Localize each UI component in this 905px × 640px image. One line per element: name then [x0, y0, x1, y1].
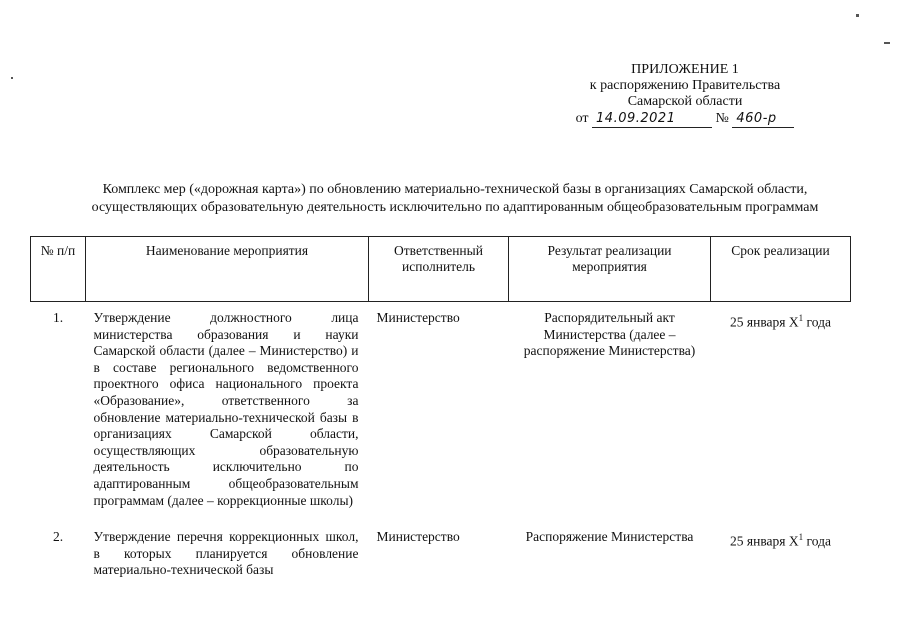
row-executor: Министерство: [376, 529, 460, 544]
deadline-text: 25 января X: [730, 533, 799, 549]
deadline-suffix: года: [803, 314, 831, 330]
row-number: 1.: [52, 310, 64, 325]
scan-speck: [11, 77, 13, 79]
table-header-row: [31, 237, 851, 302]
appendix-line-2: Самарской области: [627, 94, 743, 109]
date-prefix: от: [575, 111, 589, 126]
handwritten-number: 460-р: [732, 111, 794, 128]
appendix-date-line: [520, 111, 850, 128]
scan-speck: [884, 42, 890, 44]
row-name: Утверждение перечня коррекционных школ, в которых планируется обновление материально-технической базы: [93, 529, 359, 578]
row-name: Утверждение должностного лица министерства образования и науки Самарской области (далее – Министерство) и в составе регионального ведомственного проектного офиса национального проекта «Образование», ответственного за обновление материально-технической базы в организациях Самарской области, осуществляющих образовательную деятельность исключительно по адаптированным общеобразовательным программам (далее – коррекционные школы): [93, 310, 359, 508]
row-number: 2.: [52, 529, 64, 544]
document-title-line-1: Комплекс мер («дорожная карта») по обновлению материально-технической базы в организациях Самарской области,: [102, 182, 808, 197]
table-row: [31, 525, 851, 579]
appendix-block: [520, 62, 850, 128]
header-result: Результат реализации мероприятия: [509, 237, 711, 302]
document-title-line-2: осуществляющих образовательную деятельность исключительно по адаптированным общеобразовательным программам: [91, 200, 819, 215]
header-number: № п/п: [31, 237, 86, 302]
row-deadline: [711, 525, 851, 579]
measures-table: [30, 236, 851, 579]
deadline-sup: 1: [798, 313, 804, 323]
appendix-line-1: к распоряжению Правительства: [589, 78, 781, 93]
row-result: Распорядительный акт Министерства (далее – распоряжение Министерства): [523, 310, 696, 359]
header-name: Наименование мероприятия: [86, 237, 369, 302]
header-deadline: Срок реализации: [711, 237, 851, 302]
table-row: [31, 302, 851, 526]
deadline-text: 25 января X: [730, 314, 799, 330]
number-prefix: №: [715, 111, 729, 126]
scan-speck: [856, 14, 859, 17]
deadline-sup: 1: [798, 532, 804, 542]
document-title: [30, 181, 880, 217]
appendix-heading: ПРИЛОЖЕНИЕ 1: [631, 62, 739, 77]
handwritten-date: 14.09.2021: [592, 111, 712, 128]
row-result: Распоряжение Министерства: [525, 529, 694, 544]
row-deadline: [711, 302, 851, 526]
header-executor: Ответственный исполнитель: [369, 237, 509, 302]
row-executor: Министерство: [376, 310, 460, 325]
deadline-suffix: года: [803, 533, 831, 549]
